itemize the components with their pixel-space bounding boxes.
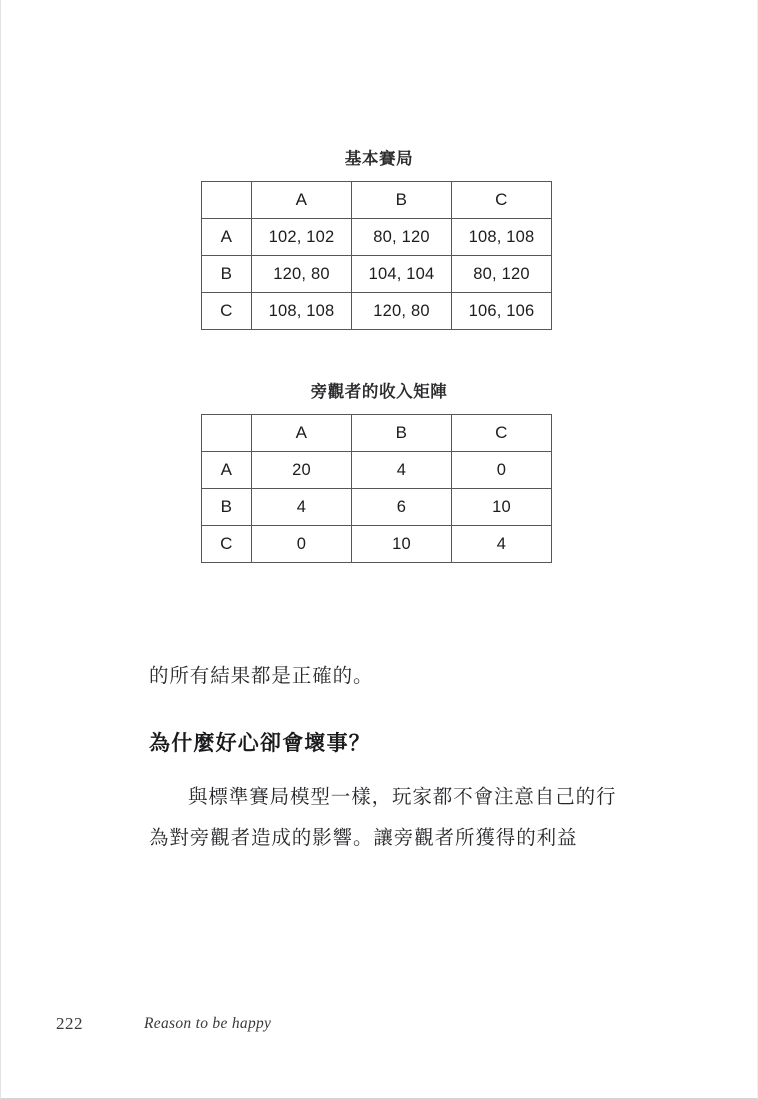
figure-basic-game — [1, 150, 757, 330]
cell-ba: 4 — [252, 489, 352, 526]
cell-ac: 108, 108 — [452, 219, 552, 256]
continued-paragraph-block — [149, 656, 619, 697]
cell-bb: 6 — [352, 489, 452, 526]
figure-bystander-payoff — [1, 383, 757, 563]
table-row — [202, 293, 552, 330]
cell-bc: 10 — [452, 489, 552, 526]
cell-aa: 102, 102 — [252, 219, 352, 256]
cell-ab: 4 — [352, 452, 452, 489]
body-paragraph: 與標準賽局模型一樣，玩家都不會注意自己的行為對旁觀者造成的影響。讓旁觀者所獲得的利益 — [149, 787, 617, 849]
column-header-a: A — [252, 415, 352, 452]
row-header-b: B — [202, 489, 252, 526]
cell-aa: 20 — [252, 452, 352, 489]
row-header-c: C — [202, 526, 252, 563]
column-header-a: A — [252, 182, 352, 219]
cell-bb: 104, 104 — [352, 256, 452, 293]
matrix-corner-cell — [202, 182, 252, 219]
table-row — [202, 219, 552, 256]
cell-ac: 0 — [452, 452, 552, 489]
matrix-container — [1, 181, 757, 330]
table-row — [202, 452, 552, 489]
column-header-b: B — [352, 182, 452, 219]
section-heading-block — [149, 728, 619, 758]
cell-bc: 80, 120 — [452, 256, 552, 293]
column-header-c: C — [452, 415, 552, 452]
payoff-matrix-basic-game — [201, 181, 552, 330]
body-paragraph-block — [149, 777, 619, 859]
continued-paragraph: 的所有結果都是正確的。 — [149, 666, 374, 687]
table-row — [202, 256, 552, 293]
row-header-c: C — [202, 293, 252, 330]
page-number: 222 — [56, 1014, 83, 1033]
column-header-b: B — [352, 415, 452, 452]
cell-cc: 4 — [452, 526, 552, 563]
payoff-matrix-bystander — [201, 414, 552, 563]
table-row — [202, 526, 552, 563]
cell-ab: 80, 120 — [352, 219, 452, 256]
matrix-corner-cell — [202, 415, 252, 452]
matrix-container — [1, 414, 757, 563]
cell-cb: 10 — [352, 526, 452, 563]
page-footer — [1, 1014, 757, 1040]
cell-cc: 106, 106 — [452, 293, 552, 330]
table-header-row — [202, 182, 552, 219]
cell-ca: 0 — [252, 526, 352, 563]
table-row — [202, 489, 552, 526]
figure-title: 旁觀者的收入矩陣 — [310, 382, 448, 401]
row-header-a: A — [202, 219, 252, 256]
section-heading: 為什麼好心卻會壞事？ — [149, 731, 371, 755]
cell-ba: 120, 80 — [252, 256, 352, 293]
column-header-c: C — [452, 182, 552, 219]
running-title: Reason to be happy — [144, 1015, 272, 1032]
row-header-a: A — [202, 452, 252, 489]
cell-cb: 120, 80 — [352, 293, 452, 330]
table-header-row — [202, 415, 552, 452]
row-header-b: B — [202, 256, 252, 293]
figure-title: 基本賽局 — [344, 149, 414, 168]
cell-ca: 108, 108 — [252, 293, 352, 330]
